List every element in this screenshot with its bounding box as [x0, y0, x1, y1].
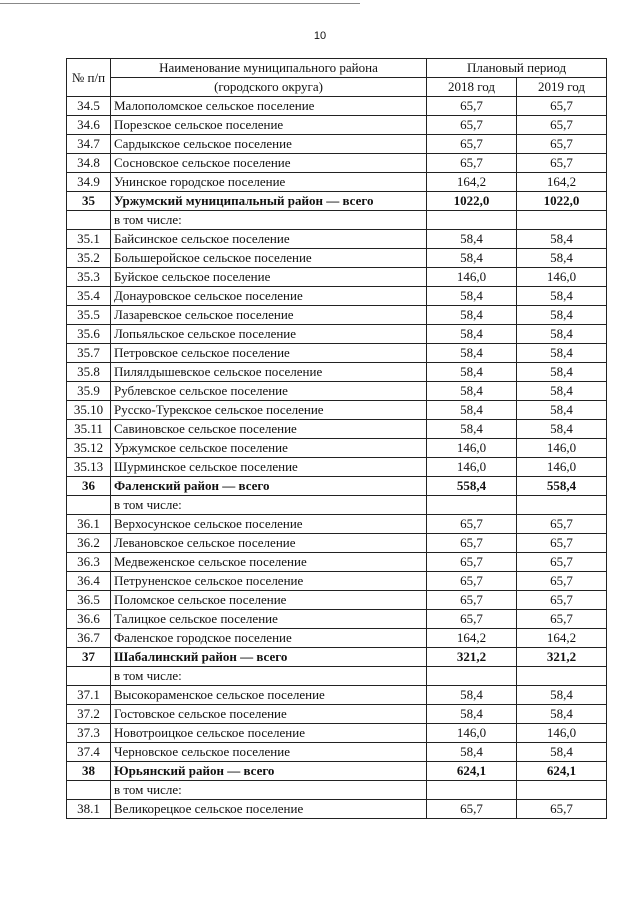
- row-number: 35.11: [67, 420, 111, 439]
- row-name: Шабалинский район — всего: [111, 648, 427, 667]
- row-value-2018: 58,4: [427, 287, 517, 306]
- budget-table: [66, 58, 607, 819]
- row-value-2018: 65,7: [427, 591, 517, 610]
- row-value-2019: 65,7: [517, 553, 607, 572]
- row-number: 34.5: [67, 97, 111, 116]
- row-value-2018: 65,7: [427, 154, 517, 173]
- row-value-2018: 65,7: [427, 515, 517, 534]
- row-value-2019: 58,4: [517, 686, 607, 705]
- table-row: [67, 173, 607, 192]
- row-value-2018: 146,0: [427, 268, 517, 287]
- row-number: 35.13: [67, 458, 111, 477]
- row-name: Поломское сельское поселение: [111, 591, 427, 610]
- table-row-total: [67, 762, 607, 781]
- row-value-2018: 58,4: [427, 249, 517, 268]
- row-value-2019: 58,4: [517, 363, 607, 382]
- row-number: 34.6: [67, 116, 111, 135]
- table-row: [67, 325, 607, 344]
- table-body: [67, 97, 607, 819]
- row-number: 35.12: [67, 439, 111, 458]
- row-value-2019: 58,4: [517, 306, 607, 325]
- row-value-2018: 558,4: [427, 477, 517, 496]
- row-number: 35.10: [67, 401, 111, 420]
- row-number: 34.7: [67, 135, 111, 154]
- row-value-2018: 146,0: [427, 458, 517, 477]
- row-name: Малополомское сельское поселение: [111, 97, 427, 116]
- row-number: 35.3: [67, 268, 111, 287]
- row-value-2019: 65,7: [517, 154, 607, 173]
- row-name: Петруненское сельское поселение: [111, 572, 427, 591]
- row-value-2019: 164,2: [517, 173, 607, 192]
- header-planned-period: Плановый период: [427, 59, 607, 78]
- row-name: Савиновское сельское поселение: [111, 420, 427, 439]
- row-value-2019: 65,7: [517, 534, 607, 553]
- row-value-2019: 58,4: [517, 420, 607, 439]
- row-value-2019: 58,4: [517, 287, 607, 306]
- row-value-2018: 624,1: [427, 762, 517, 781]
- row-name: в том числе:: [111, 781, 427, 800]
- row-value-2019: 65,7: [517, 591, 607, 610]
- row-number: 37: [67, 648, 111, 667]
- row-value-2019: 558,4: [517, 477, 607, 496]
- table-row: [67, 591, 607, 610]
- row-name: Байсинское сельское поселение: [111, 230, 427, 249]
- row-value-2018: 58,4: [427, 325, 517, 344]
- header-num: № п/п: [67, 59, 111, 97]
- header-year-2018: 2018 год: [427, 78, 517, 97]
- table-row: [67, 781, 607, 800]
- row-name: Пилялдышевское сельское поселение: [111, 363, 427, 382]
- row-number: 35.6: [67, 325, 111, 344]
- row-value-2019: 321,2: [517, 648, 607, 667]
- table-row: [67, 629, 607, 648]
- row-value-2018: 58,4: [427, 363, 517, 382]
- row-name: Великорецкое сельское поселение: [111, 800, 427, 819]
- row-number: 36.3: [67, 553, 111, 572]
- row-name: Большеройское сельское поселение: [111, 249, 427, 268]
- row-value-2018: 321,2: [427, 648, 517, 667]
- row-name: Лопьяльское сельское поселение: [111, 325, 427, 344]
- row-name: Высокораменское сельское поселение: [111, 686, 427, 705]
- table-row: [67, 496, 607, 515]
- table-row: [67, 401, 607, 420]
- table-row-total: [67, 477, 607, 496]
- row-value-2018: 58,4: [427, 743, 517, 762]
- row-name: Верхосунское сельское поселение: [111, 515, 427, 534]
- row-value-2019: 146,0: [517, 458, 607, 477]
- row-value-2019: 58,4: [517, 705, 607, 724]
- row-value-2018: 1022,0: [427, 192, 517, 211]
- row-name: в том числе:: [111, 667, 427, 686]
- row-number: 36.7: [67, 629, 111, 648]
- row-value-2019: 58,4: [517, 401, 607, 420]
- page-number: 10: [313, 30, 327, 42]
- row-value-2018: 65,7: [427, 553, 517, 572]
- row-value-2019: 65,7: [517, 515, 607, 534]
- row-name: Медвеженское сельское поселение: [111, 553, 427, 572]
- table-row: [67, 135, 607, 154]
- row-number: 35.8: [67, 363, 111, 382]
- row-name: Фаленское городское поселение: [111, 629, 427, 648]
- table-row: [67, 211, 607, 230]
- table-row: [67, 382, 607, 401]
- row-name: Петровское сельское поселение: [111, 344, 427, 363]
- row-number: 35.9: [67, 382, 111, 401]
- row-value-2019: 65,7: [517, 116, 607, 135]
- row-value-2018: 58,4: [427, 705, 517, 724]
- row-value-2019: 58,4: [517, 230, 607, 249]
- row-number: 37.2: [67, 705, 111, 724]
- row-name: Черновское сельское поселение: [111, 743, 427, 762]
- row-value-2018: 164,2: [427, 629, 517, 648]
- table-header: [67, 59, 607, 97]
- row-value-2019: 164,2: [517, 629, 607, 648]
- table-row: [67, 705, 607, 724]
- row-number: 37.3: [67, 724, 111, 743]
- row-value-2018: 58,4: [427, 686, 517, 705]
- row-number: [67, 211, 111, 230]
- table-row: [67, 724, 607, 743]
- table-row: [67, 458, 607, 477]
- row-name: Унинское городское поселение: [111, 173, 427, 192]
- row-number: 35: [67, 192, 111, 211]
- table-row: [67, 553, 607, 572]
- row-name: Лазаревское сельское поселение: [111, 306, 427, 325]
- table-row: [67, 515, 607, 534]
- row-name: Сардыкское сельское поселение: [111, 135, 427, 154]
- table-row: [67, 268, 607, 287]
- row-name: Талицкое сельское поселение: [111, 610, 427, 629]
- row-value-2019: 146,0: [517, 439, 607, 458]
- table-row: [67, 534, 607, 553]
- row-name: Донауровское сельское поселение: [111, 287, 427, 306]
- row-value-2019: 146,0: [517, 268, 607, 287]
- table-row: [67, 667, 607, 686]
- row-name: Сосновское сельское поселение: [111, 154, 427, 173]
- row-value-2019: 65,7: [517, 610, 607, 629]
- row-value-2018: [427, 211, 517, 230]
- row-name: Русско-Турекское сельское поселение: [111, 401, 427, 420]
- row-number: 35.1: [67, 230, 111, 249]
- row-value-2018: 146,0: [427, 724, 517, 743]
- row-value-2018: 58,4: [427, 382, 517, 401]
- row-name: Уржумское сельское поселение: [111, 439, 427, 458]
- row-number: 37.4: [67, 743, 111, 762]
- row-value-2018: 58,4: [427, 306, 517, 325]
- row-value-2018: 65,7: [427, 610, 517, 629]
- table-row: [67, 230, 607, 249]
- row-value-2019: 58,4: [517, 325, 607, 344]
- table-row: [67, 249, 607, 268]
- row-number: 36.4: [67, 572, 111, 591]
- row-value-2018: 58,4: [427, 420, 517, 439]
- row-number: 34.8: [67, 154, 111, 173]
- row-value-2018: [427, 667, 517, 686]
- row-number: 35.5: [67, 306, 111, 325]
- row-number: 34.9: [67, 173, 111, 192]
- row-value-2019: 58,4: [517, 382, 607, 401]
- table-row: [67, 306, 607, 325]
- table-row: [67, 420, 607, 439]
- table-row: [67, 800, 607, 819]
- table-row-total: [67, 192, 607, 211]
- row-name: Фаленский район — всего: [111, 477, 427, 496]
- row-number: 35.7: [67, 344, 111, 363]
- row-value-2018: 164,2: [427, 173, 517, 192]
- row-name: Шурминское сельское поселение: [111, 458, 427, 477]
- row-number: [67, 781, 111, 800]
- row-number: 36.2: [67, 534, 111, 553]
- row-value-2019: [517, 781, 607, 800]
- table-row: [67, 154, 607, 173]
- row-number: 38: [67, 762, 111, 781]
- row-value-2018: [427, 496, 517, 515]
- row-number: 37.1: [67, 686, 111, 705]
- row-value-2019: [517, 496, 607, 515]
- row-value-2018: 65,7: [427, 534, 517, 553]
- row-number: 36.5: [67, 591, 111, 610]
- row-number: 36: [67, 477, 111, 496]
- row-value-2018: 58,4: [427, 230, 517, 249]
- row-value-2018: 65,7: [427, 135, 517, 154]
- row-value-2018: 65,7: [427, 800, 517, 819]
- table-row: [67, 439, 607, 458]
- row-value-2019: 65,7: [517, 572, 607, 591]
- table-row: [67, 287, 607, 306]
- row-value-2019: 58,4: [517, 743, 607, 762]
- table-row: [67, 344, 607, 363]
- row-name: Левановское сельское поселение: [111, 534, 427, 553]
- row-value-2019: 58,4: [517, 249, 607, 268]
- row-name: Юрьянский район — всего: [111, 762, 427, 781]
- row-name: Новотроицкое сельское поселение: [111, 724, 427, 743]
- header-name-line1: Наименование муниципального района: [111, 59, 427, 78]
- table-row: [67, 363, 607, 382]
- row-value-2018: 58,4: [427, 344, 517, 363]
- row-value-2019: [517, 667, 607, 686]
- row-value-2019: 624,1: [517, 762, 607, 781]
- table-row: [67, 116, 607, 135]
- row-name: Рублевское сельское поселение: [111, 382, 427, 401]
- row-number: 35.4: [67, 287, 111, 306]
- row-name: Уржумский муниципальный район — всего: [111, 192, 427, 211]
- row-number: [67, 496, 111, 515]
- header-year-2019: 2019 год: [517, 78, 607, 97]
- row-value-2019: 65,7: [517, 800, 607, 819]
- row-value-2018: 65,7: [427, 572, 517, 591]
- row-value-2019: 1022,0: [517, 192, 607, 211]
- row-name: Буйское сельское поселение: [111, 268, 427, 287]
- table-row: [67, 610, 607, 629]
- row-number: 36.6: [67, 610, 111, 629]
- row-number: 36.1: [67, 515, 111, 534]
- table-row: [67, 572, 607, 591]
- row-value-2019: 146,0: [517, 724, 607, 743]
- row-value-2019: 65,7: [517, 97, 607, 116]
- header-name-line2: (городского округа): [111, 78, 427, 97]
- row-number: 35.2: [67, 249, 111, 268]
- row-value-2018: [427, 781, 517, 800]
- row-value-2018: 65,7: [427, 97, 517, 116]
- row-name: в том числе:: [111, 496, 427, 515]
- row-value-2019: 58,4: [517, 344, 607, 363]
- row-number: 38.1: [67, 800, 111, 819]
- row-value-2019: 65,7: [517, 135, 607, 154]
- table-row: [67, 743, 607, 762]
- table-row: [67, 97, 607, 116]
- row-value-2018: 146,0: [427, 439, 517, 458]
- top-rule: [0, 3, 360, 4]
- row-name: Гостовское сельское поселение: [111, 705, 427, 724]
- row-name: в том числе:: [111, 211, 427, 230]
- row-value-2018: 65,7: [427, 116, 517, 135]
- row-value-2019: [517, 211, 607, 230]
- row-number: [67, 667, 111, 686]
- row-name: Порезское сельское поселение: [111, 116, 427, 135]
- row-value-2018: 58,4: [427, 401, 517, 420]
- table-row: [67, 686, 607, 705]
- table-row-total: [67, 648, 607, 667]
